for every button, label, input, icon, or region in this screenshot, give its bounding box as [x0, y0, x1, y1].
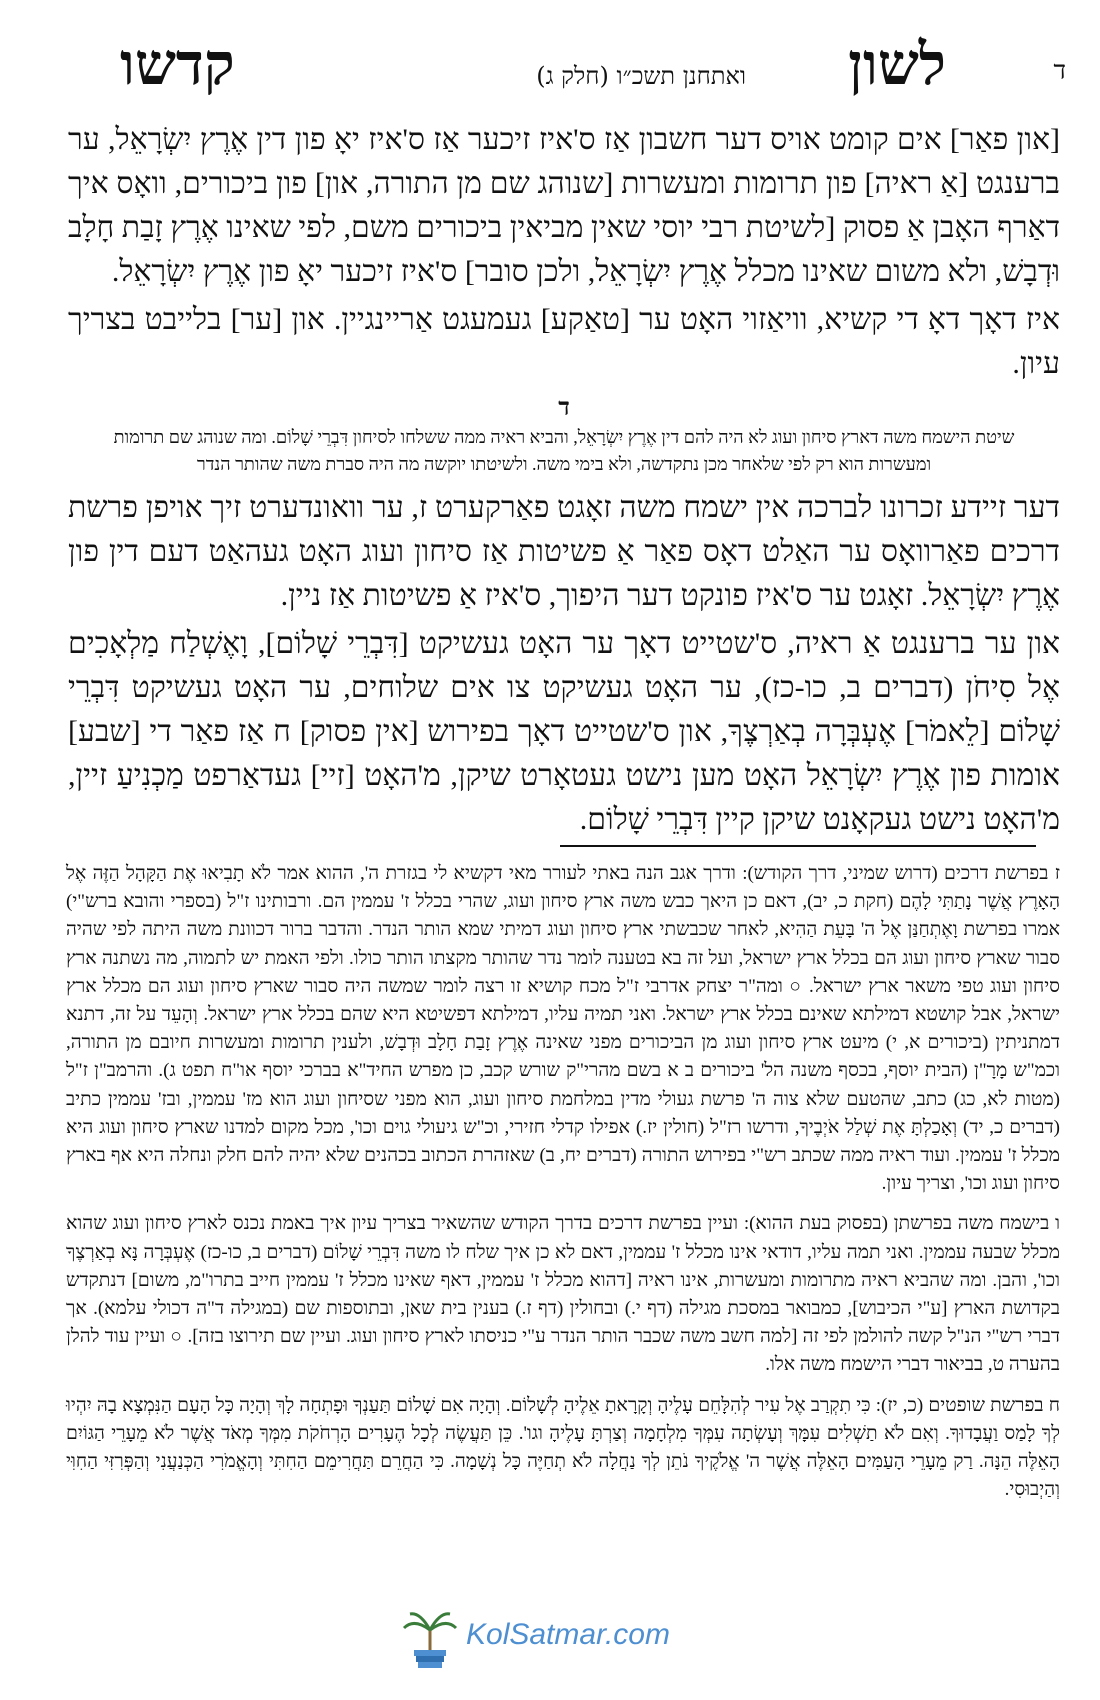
- footnotes: [66, 860, 1060, 1516]
- footnote-ch: ח בפרשת שופטים (כ, יז): כִּי תִקְרַב אֶל עִיר לְהִלָּחֵם עָלֶיהָ וְקָרָאתָ אֵלֶיהָ לְשָׁלוֹם. וְהָיָה אִם שָׁלוֹם תַּעַנְךָ וּפָתְחָה לָךְ וְהָיָה כָּל הָעָם הַנִּמְצָא בָהּ יִהְיוּ לְךָ לָמַס וַעֲבָדוּךָ. וְאִם לֹא תַשְׁלִים עִמָּךְ וְעָשְׂתָה עִמְּךָ מִלְחָמָה וְצַרְתָּ עָלֶיהָ וגו'. כֵּן תַּעֲשֶׂה לְכָל הֶעָרִים הָרְחֹקֹת מִמְּךָ מְאֹד אֲשֶׁר לֹא מֵעָרֵי הַגּוֹיִם הָאֵלֶּה הֵנָּה. רַק מֵעָרֵי הָעַמִּים הָאֵלֶּה אֲשֶׁר ה' אֱלֹקֶיךָ נֹתֵן לְךָ נַחֲלָה לֹא תְחַיֶּה כָּל נְשָׁמָה. כִּי הַחֲרֵם תַּחֲרִימֵם הַחִתִּי וְהָאֱמֹרִי הַכְּנַעֲנִי וְהַפְּרִזִּי הַחִוִּי וְהַיְבוּסִי.: [66, 1394, 1060, 1501]
- book-title-left: קדשו: [120, 30, 235, 98]
- footnote-v: ו בישמח משה בפרשתן (בפסוק בעת ההוא): ועיין בפרשת דרכים בדרך הקודש שהשאיר בצריך עיון איך באמת נכנס לארץ סיחון ועוג שהוא מכלל שבעה עממין. ואני תמה עליו, דודאי אינו מכלל ז' עממין, דאם לא כן איך שלח לו משה דִּבְרֵי שָׁלוֹם (דברים ב, כו-כז) אֶעְבְּרָה נָּא בְאַרְצֶךָ וכו', והבן. ומה שהביא ראיה מתרומות ומעשרות, אינו ראיה [דהוא מכלל ז' עממין, דאף שאינו מכלל ז' עממין חייב בתרו"מ, משום] דנתקדש בקדושת הארץ [ע"י הכיבוש], כמבואר במסכת מגילה (דף י.) ובחולין (דף ז.) בענין בית שאן, ובתוספות שם (במגילה ד"ה דכולי עלמא). אך דברי רש"י הנ"ל קשה להולמן לפי זה [למה חשב משה שכבר הותר הנדר ע"י כניסתו לארץ סיחון ועוג. ועיין שם תירוצו בזה]. ○ ועיין עוד להלן בהערה ט, בביאור דברי הישמח משה אלו.: [66, 1213, 1060, 1376]
- section-marker: ד: [558, 392, 570, 421]
- section-summary: שיטת הישמח משה דארץ סיחון ועוג לא היה להם דין אֶרֶץ יִשְׂרָאֵל, והביא ראיה ממה ששלחו לסיחון דִּבְרֵי שָׁלוֹם. ומה שנוהג שם תרומות ומעשרות הוא רק לפי שלאחר מכן נתקדשה, ולא בימי משה. ולשיטתו יוקשה מה היה סברת משה שהותר הנדר: [113, 427, 1015, 474]
- page-number: ד: [1053, 56, 1066, 86]
- footnote-divider: [560, 845, 1036, 847]
- palm-tree-logo-icon: [400, 1606, 460, 1672]
- footnote-z: ז בפרשת דרכים (דרוש שמיני, דרך הקודש): ודרך אגב הנה באתי לעורר מאי דקשיא לי בגזרת ה', ההוא אמר לֹא תָבִיאוּ אֶת הַקָּהָל הַזֶּה אֶל הָאָרֶץ אֲשֶׁר נָתַתִּי לָהֶם (חקת כ, יב), דאם כן היאך כבש משה ארץ סיחון ועוג, שהרי בכלל ז' עממין הם. ורבותינו ז"ל (בספרי והובא ברש"י) אמרו בפרשת וָאֶתְחַנַּן אֶל ה' בָּעֵת הַהִיא, לאחר שכבשתי ארץ סיחון ועוג דמיתי שמא הותר הנדר. והדבר ברור דכוונת משה היתה לפי שהיה סבור שארץ סיחון ועוג הם בכלל ארץ ישראל, ועל זה בא בטענה לומר נדר שהותר מקצתו הותר כולו. ולפי האמת יש לתמוה, מה נשתנה ארץ סיחון ועוג טפי משאר ארץ ישראל. ○ ומה"ר יצחק אדרבי ז"ל מכח קושיא זו רצה לומר שמשה היה סבור שארץ סיחון ועוג הם מכלל ארץ ישראל, אבל קושטא דמילתא שאינם בכלל ארץ ישראל. ואני תמיה עליו, דמילתא דפשיטא היא שהם בכלל ארץ ישראל. וְהָעֵד על זה, דתנא דמתניתין (ביכורים א, י) מיעט ארץ סיחון ועוג מן הביכורים מפני שאינה אֶרֶץ זָבַת חָלָב וּדְבָשׁ, ולענין תרומות ומעשרות חיובם מן התורה, וכמ"ש מָרָ"ן (הבית יוסף, בכסף משנה הל' ביכורים ב א בשם מהרי"ק שורש קכב, כן מפרש החיד"א בברכי יוסף או"ח תפט ג). והרמב"ן ז"ל (מטות לא, כג) כתב, שהטעם שלא צוה ה' פרשת געולי מדין במלחמת סיחון ועוג, הוא מפני שסיחון ועוג הוא מז' עממין, ובז' עממין כתיב (דברים כ, יד) וְאָכַלְתָּ אֶת שְׁלַל אֹיְבֶיךָ, ודרשו רז"ל (חולין יז.) אפילו קדלי חזירי, וכ"ש גיעולי גוים וכו', מכל מקום למדנו שארץ סיחון ועוג היא מכלל ז' עממין. ועוד ראיה ממה שכתב רש"י בפירוש התורה (דברים יח, ב) שאזהרת הכתוב בכהנים שלא יהיה להם חלק ונחלה היא אף בארץ סיחון ועוג וכו', וצריך עיון.: [66, 863, 1060, 1195]
- book-title-right: לשון: [848, 30, 946, 98]
- watermark-text: KolSatmar.com: [466, 1618, 670, 1651]
- page-header: [120, 22, 1066, 112]
- watermark: [400, 1606, 710, 1676]
- paragraph-2: איז דאָך דאָ די קשיא, וויאַזוי האָט ער [טאַקע] געמעגט אַריינגיין. און [ער] בלייבט בצריך עיון.: [68, 303, 1060, 380]
- paragraph-4: און ער ברענגט אַ ראיה, ס'שטייט דאָך ער האָט געשיקט [דִּבְרֵי שָׁלוֹם], וָאֶשְׁלַח מַלְאָכִים אֶל סִיחֹן (דברים ב, כו-כז), ער האָט געשיקט צו אים שלוחים, ער האָט געשיקט דִּבְרֵי שָׁלוֹם [לֵאמֹר] אֶעְבְּרָה בְאַרְצֶךָ, און ס'שטייט דאָך בפירוש [אין פסוק] ח אַז פאַר די [שבע] אומות פון אֶרֶץ יִשְׂרָאֵל האָט מען נישט געטאָרט שיקן, מ'האָט [זיי] געדאַרפט מַכְנִיעַ זיין, מ'האָט נישט געקאָנט שיקן קיין דִּבְרֵי שָׁלוֹם.: [68, 627, 1060, 836]
- paragraph-1: [און פאַר] אים קומט אויס דער חשבון אַז ס'איז זיכער אַז ס'איז יאָ פון דין אֶרֶץ יִשְׂרָאֵל, ער ברענגט [אַ ראיה] פון תרומות ומעשרות [שנוהג שם מן התורה, און] פון ביכורים, וואָס איך דאַרף האָבן אַ פסוק [לשיטת רבי יוסי שאין מביאין ביכורים משם, לפי שאינו אֶרֶץ זָבַת חָלָב וּדְבָשׁ, ולא משום שאינו מכלל אֶרֶץ יִשְׂרָאֵל, ולכן סובר] ס'איז זיכער יאָ פון אֶרֶץ יִשְׂרָאֵל.: [68, 123, 1060, 288]
- parsha-subtitle: ואתחנן תשכ״ו (חלק ג): [536, 62, 746, 90]
- paragraph-3: דער זיידע זכרונו לברכה אין ישמח משה זאָגט פאַרקערט ז, ער וואונדערט זיך אויפן פרשת דרכים פאַרוואָס ער האַלט דאָס פאַר אַ פשיטות אַז סיחון ועוג האָט געהאַט דעם דין פון אֶרֶץ יִשְׂרָאֵל. זאָגט ער ס'איז פונקט דער היפוך, ס'איז אַ פשיטות אַז ניין.: [68, 491, 1060, 612]
- main-text: [68, 118, 1060, 846]
